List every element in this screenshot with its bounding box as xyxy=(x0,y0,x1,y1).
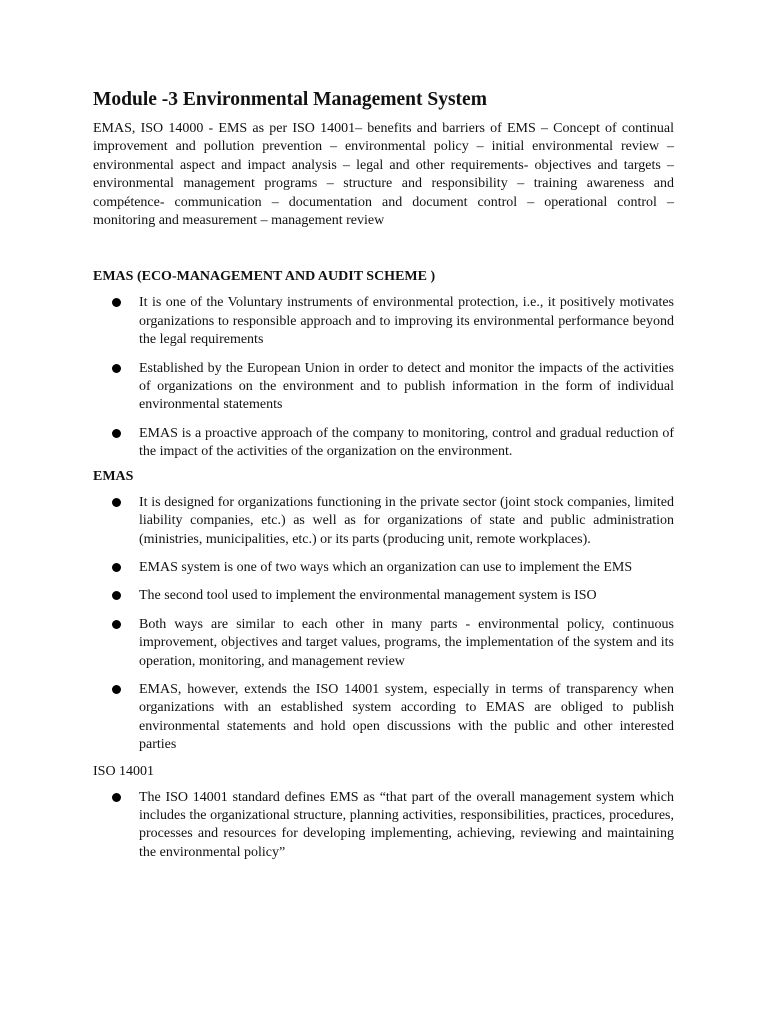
emas-bullet-list xyxy=(93,494,674,755)
list-item-text: EMAS, however, extends the ISO 14001 system, especially in terms of transparency when organizations with an established system according to EMAS are obliged to publish environmental statements and hold open discussions with the public and other interested parties xyxy=(139,681,674,753)
list-item-text: It is one of the Voluntary instruments of environmental protection, i.e., it positively motivates organizations to responsible approach and to improving its environmental performance beyond the legal requirements xyxy=(139,295,674,348)
bullet-icon xyxy=(112,498,121,507)
section-heading-emas-scheme: EMAS (ECO-MANAGEMENT AND AUDIT SCHEME ) xyxy=(93,269,436,285)
section-heading-iso-14001: ISO 14001 xyxy=(93,763,155,779)
list-item-text: Established by the European Union in order to detect and monitor the impacts of the activities of organizations on the environment and to publish information in the form of individual environmental statements xyxy=(139,360,674,413)
intro-paragraph: EMAS, ISO 14000 - EMS as per ISO 14001– benefits and barriers of EMS – Concept of continual improvement and pollution prevention – environmental policy – initial environmental review – environmental aspect and impact analysis – legal and other requirements- objectives and targets – environmental management programs – structure and responsibility – training awareness and compétence- communication – documentation and document control – operational control – monitoring and measurement – management review xyxy=(93,121,674,229)
list-item xyxy=(93,616,674,671)
list-item-text: The second tool used to implement the environmental management system is ISO xyxy=(139,588,597,604)
list-item xyxy=(93,559,674,577)
list-item-text: It is designed for organizations functioning in the private sector (joint stock companies, limited liability companies, etc.) as well as for organizations of state and public administration (ministries, municipalities, etc.) or its parts (producing unit, remote workplaces). xyxy=(139,494,674,547)
iso-14001-bullet-list xyxy=(93,789,674,863)
bullet-icon xyxy=(112,364,121,373)
list-item-text: EMAS is a proactive approach of the company to monitoring, control and gradual reduction of the impact of the activities of the organization on the environment. xyxy=(139,425,674,460)
list-item-text: EMAS system is one of two ways which an organization can use to implement the EMS xyxy=(139,559,633,575)
bullet-icon xyxy=(112,429,121,438)
list-item xyxy=(93,789,674,863)
list-item-text: Both ways are similar to each other in many parts - environmental policy, continuous improvement, objectives and target values, programs, the implementation of the system and its operation, monitoring, and management review xyxy=(139,616,674,669)
bullet-icon xyxy=(112,793,121,802)
list-item xyxy=(93,425,674,462)
list-item xyxy=(93,294,674,349)
bullet-icon xyxy=(112,620,121,629)
list-item xyxy=(93,494,674,549)
bullet-icon xyxy=(112,685,121,694)
section-heading-emas: EMAS xyxy=(93,468,134,484)
list-item xyxy=(93,360,674,415)
list-item xyxy=(93,681,674,755)
bullet-icon xyxy=(112,591,121,600)
list-item-text: The ISO 14001 standard defines EMS as “that part of the overall management system which includes the organizational structure, planning activities, responsibilities, practices, procedures, processes and resources for developing implementing, achieving, reviewing and maintaining the environmental policy” xyxy=(139,789,674,860)
emas-scheme-bullet-list xyxy=(93,294,674,461)
bullet-icon xyxy=(112,298,121,307)
document-title: Module -3 Environmental Management System xyxy=(93,89,487,110)
list-item xyxy=(93,587,674,605)
document-page xyxy=(93,87,674,868)
bullet-icon xyxy=(112,563,121,572)
